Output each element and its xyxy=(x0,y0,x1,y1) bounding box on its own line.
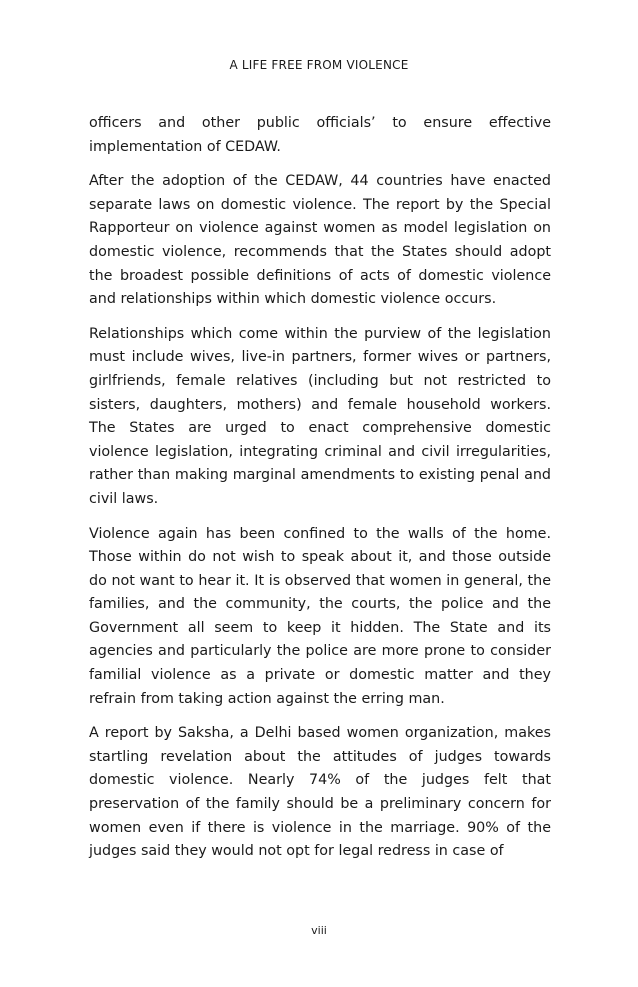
paragraph-5: A report by Saksha, a Delhi based women organization, makes startling revelation about the attitudes of judges towards domestic violence. Nearly 74% of the judges felt that preservation of the family should be a preliminary concern for women even if there is violence in the marriage. 90% of the judges said they would not opt for legal redress in case of xyxy=(89,725,551,860)
paragraph-3: Relationships which come within the purview of the legislation must include wives, live-in partners, former wives or partners, girlfriends, female relatives (including but not restricted to sisters, daughters, mothers) and female household workers. The States are urged to enact comprehensive domestic violence legislation, integrating criminal and civil irregularities, rather than making marginal amendments to existing penal and civil laws. xyxy=(89,325,551,507)
paragraph-1: officers and other public officials’ to ensure effective implementation of CEDAW. xyxy=(89,115,551,155)
paragraph-4: Violence again has been confined to the walls of the home. Those within do not wish to speak about it, and those outside do not want to hear it. It is observed that women in general, the families, and the community, the courts, the police and the Government all seem to keep it hidden. The State and its agencies and particularly the police are more prone to consider familial violence as a private or domestic matter and they refrain from taking action against the erring man. xyxy=(89,525,551,707)
running-header: A LIFE FREE FROM VIOLENCE xyxy=(229,58,409,72)
paragraph-2: After the adoption of the CEDAW, 44 countries have enacted separate laws on domestic violence. The report by the Special Rapporteur on violence against women as model legislation on domestic violence, recommends that the States should adopt the broadest possible definitions of acts of domestic violence and relationships within which domestic violence occurs. xyxy=(89,173,551,308)
page-number: viii xyxy=(311,924,327,937)
body-text xyxy=(89,112,551,875)
